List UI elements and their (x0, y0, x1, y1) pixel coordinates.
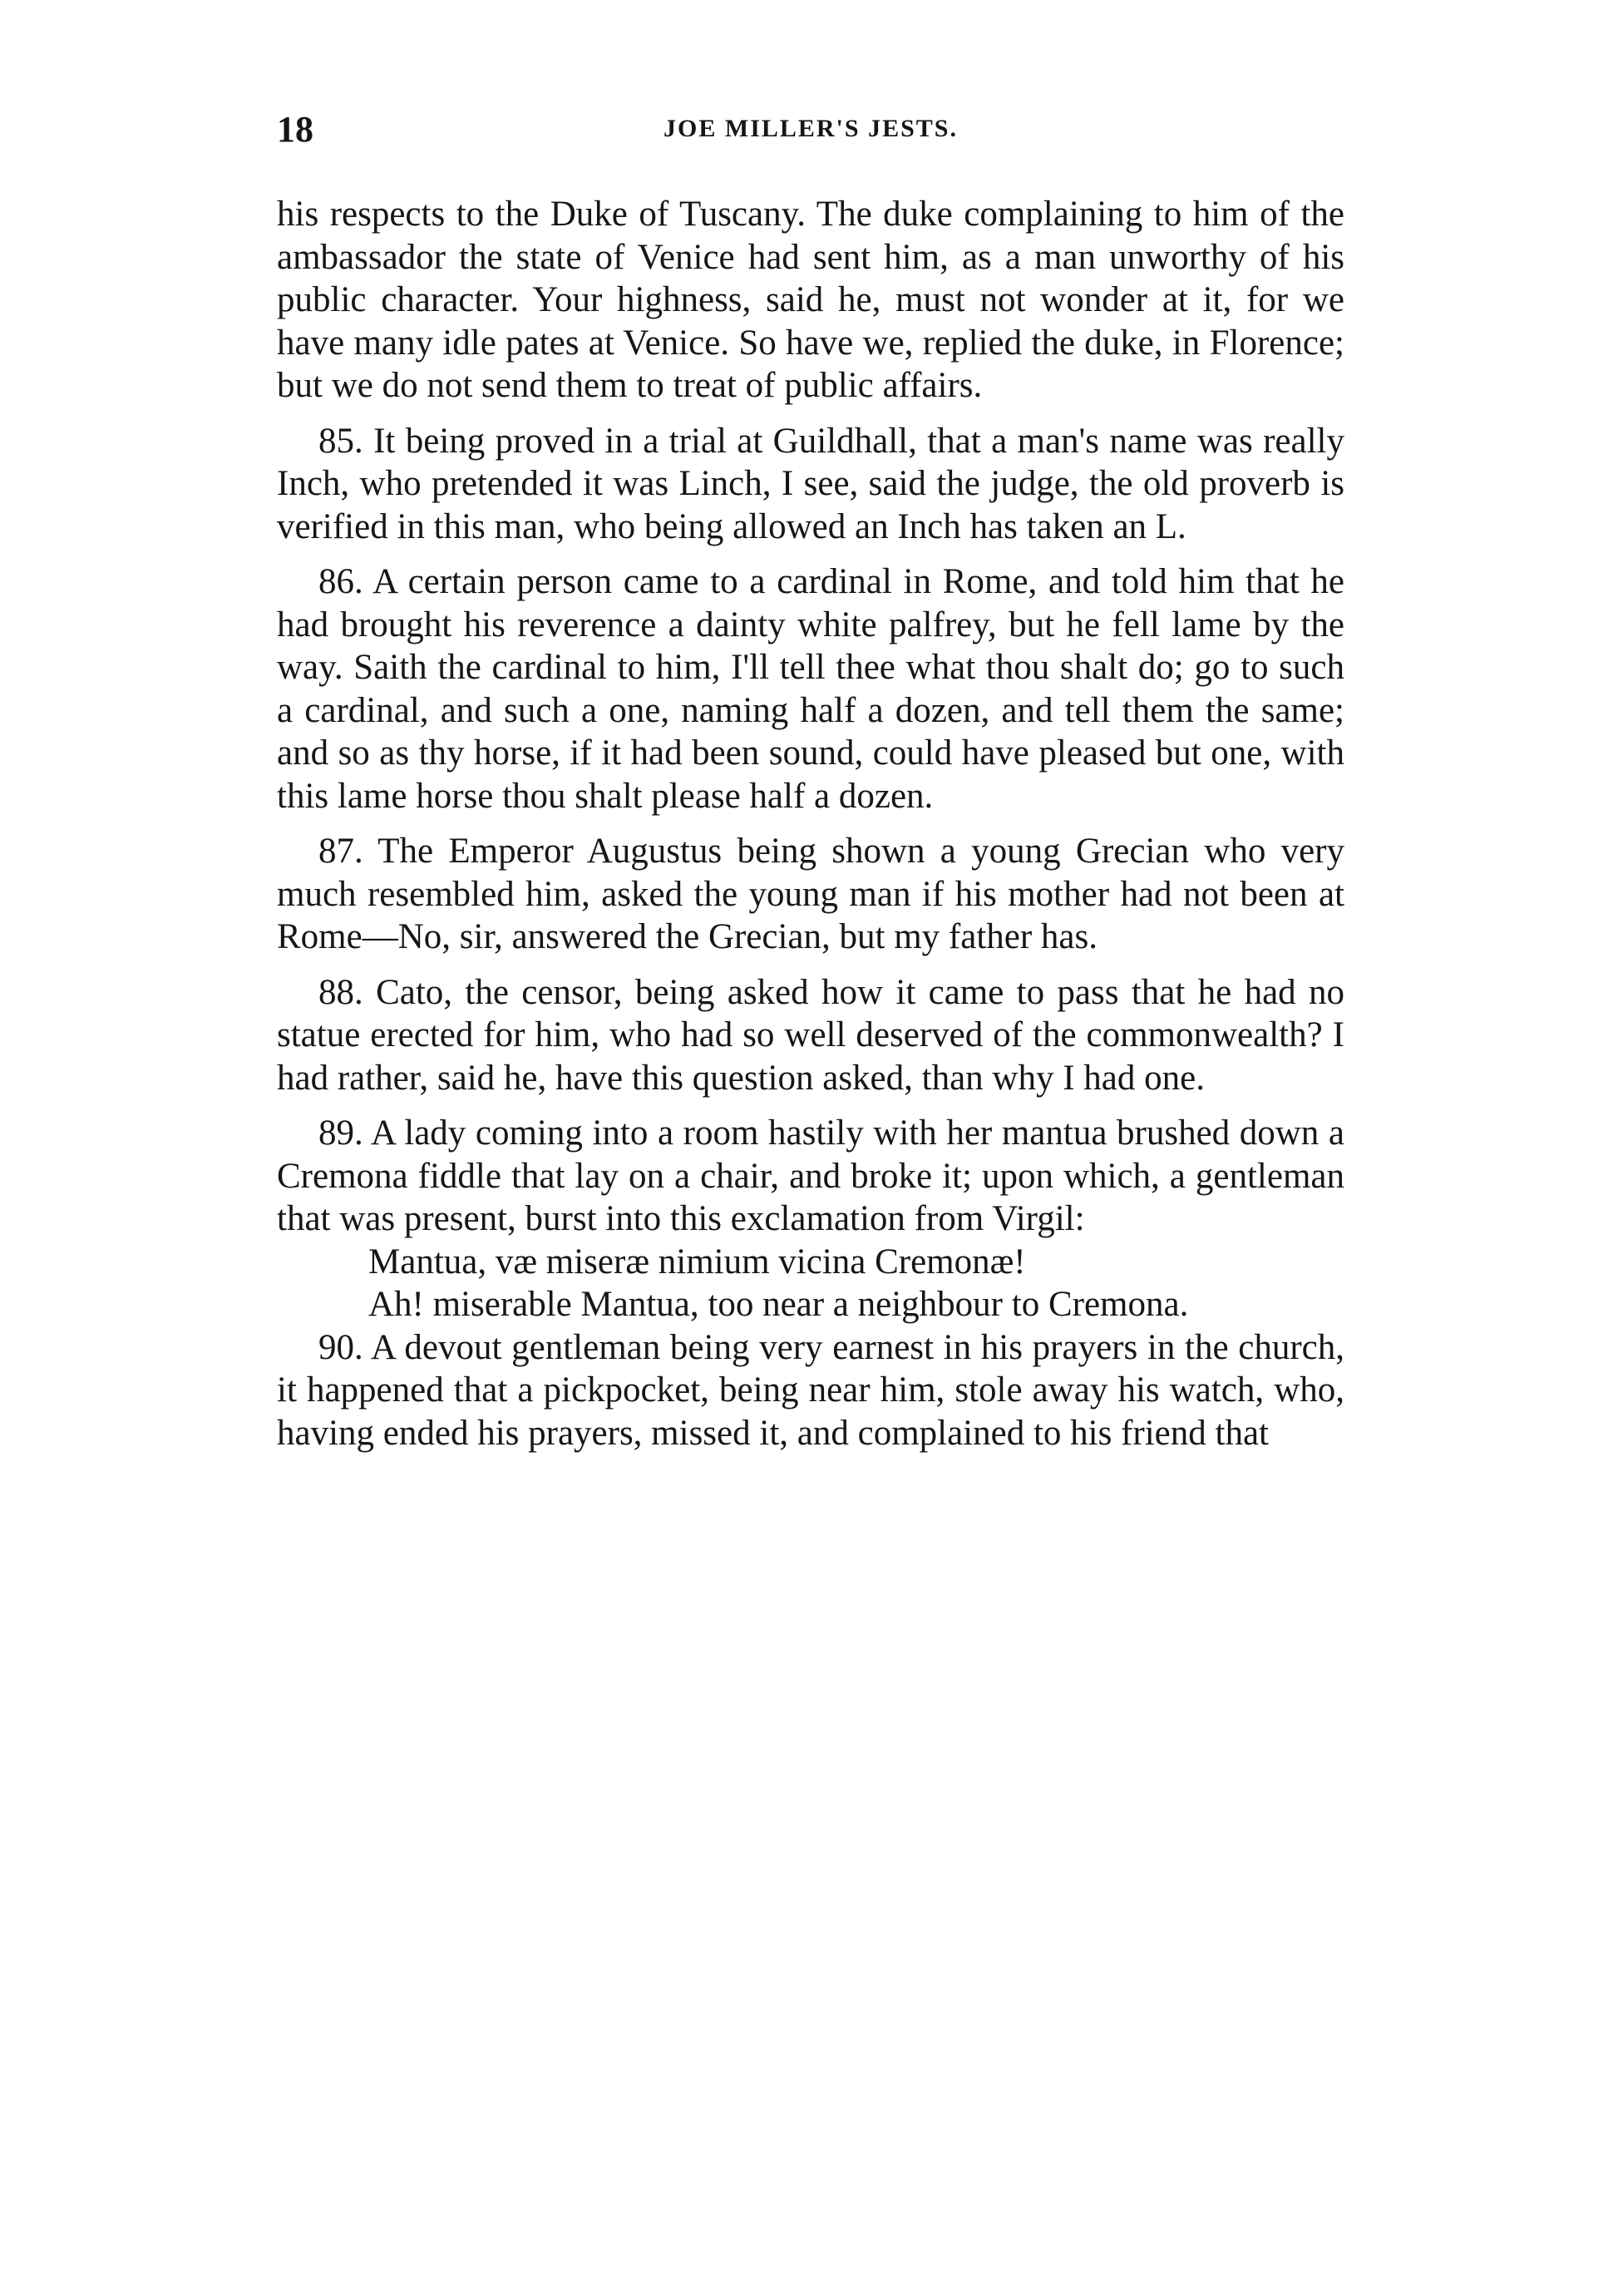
verse-quotation (277, 1241, 1344, 1326)
jest-88: 88. Cato, the censor, being asked how it came to pass that he had no statue erected for him, who had so well deserved of the commonwealth? I had rather, said he, have this question asked, than why I had one. (277, 972, 1344, 1098)
jest-90: 90. A devout gentleman being very earnest in his prayers in the church, it happened that a pickpocket, being near him, stole away his watch, who, having ended his prayers, missed it, and complained to his friend that (277, 1327, 1344, 1453)
running-head (277, 108, 1344, 158)
verse-latin: Mantua, væ miseræ nimium vicina Cremonæ! (368, 1242, 1026, 1281)
page-number: 18 (277, 109, 313, 150)
paragraph-continuation: his respects to the Duke of Tuscany. The duke complaining to him of the ambassador the state of Venice had sent him, as a man unworthy of his public character. Your highness, said he, must not wonder at it, for we have many idle pates at Venice. So have we, replied the duke, in Florence; but we do not send them to treat of public affairs. (277, 195, 1344, 405)
running-title: JOE MILLER'S JESTS. (663, 115, 958, 142)
body-text (277, 193, 1344, 1454)
jest-89: 89. A lady coming into a room hastily with her mantua brushed down a Cremona fiddle that lay on a chair, and broke it; upon which, a gentleman that was present, burst into this exclamation from Virgil: (277, 1113, 1344, 1238)
jest-87: 87. The Emperor Augustus being shown a young Grecian who very much resembled him, asked the young man if his mother had not been at Rome—No, sir, answered the Grecian, but my father has. (277, 832, 1344, 956)
jest-85: 85. It being proved in a trial at Guildhall, that a man's name was really Inch, who pretended it was Linch, I see, said the judge, the old proverb is verified in this man, who being allowed an Inch has taken an L. (277, 421, 1344, 546)
jest-86: 86. A certain person came to a cardinal in Rome, and told him that he had brought his reverence a dainty white palfrey, but he fell lame by the way. Saith the cardinal to him, I'll tell thee what thou shalt do; go to such a cardinal, and such a one, naming half a dozen, and tell them the same; and so as thy horse, if it had been sound, could have pleased but one, with this lame horse thou shalt please half a dozen. (277, 562, 1344, 816)
verse-english: Ah! miserable Mantua, too near a neighbour to Cremona. (368, 1285, 1189, 1324)
